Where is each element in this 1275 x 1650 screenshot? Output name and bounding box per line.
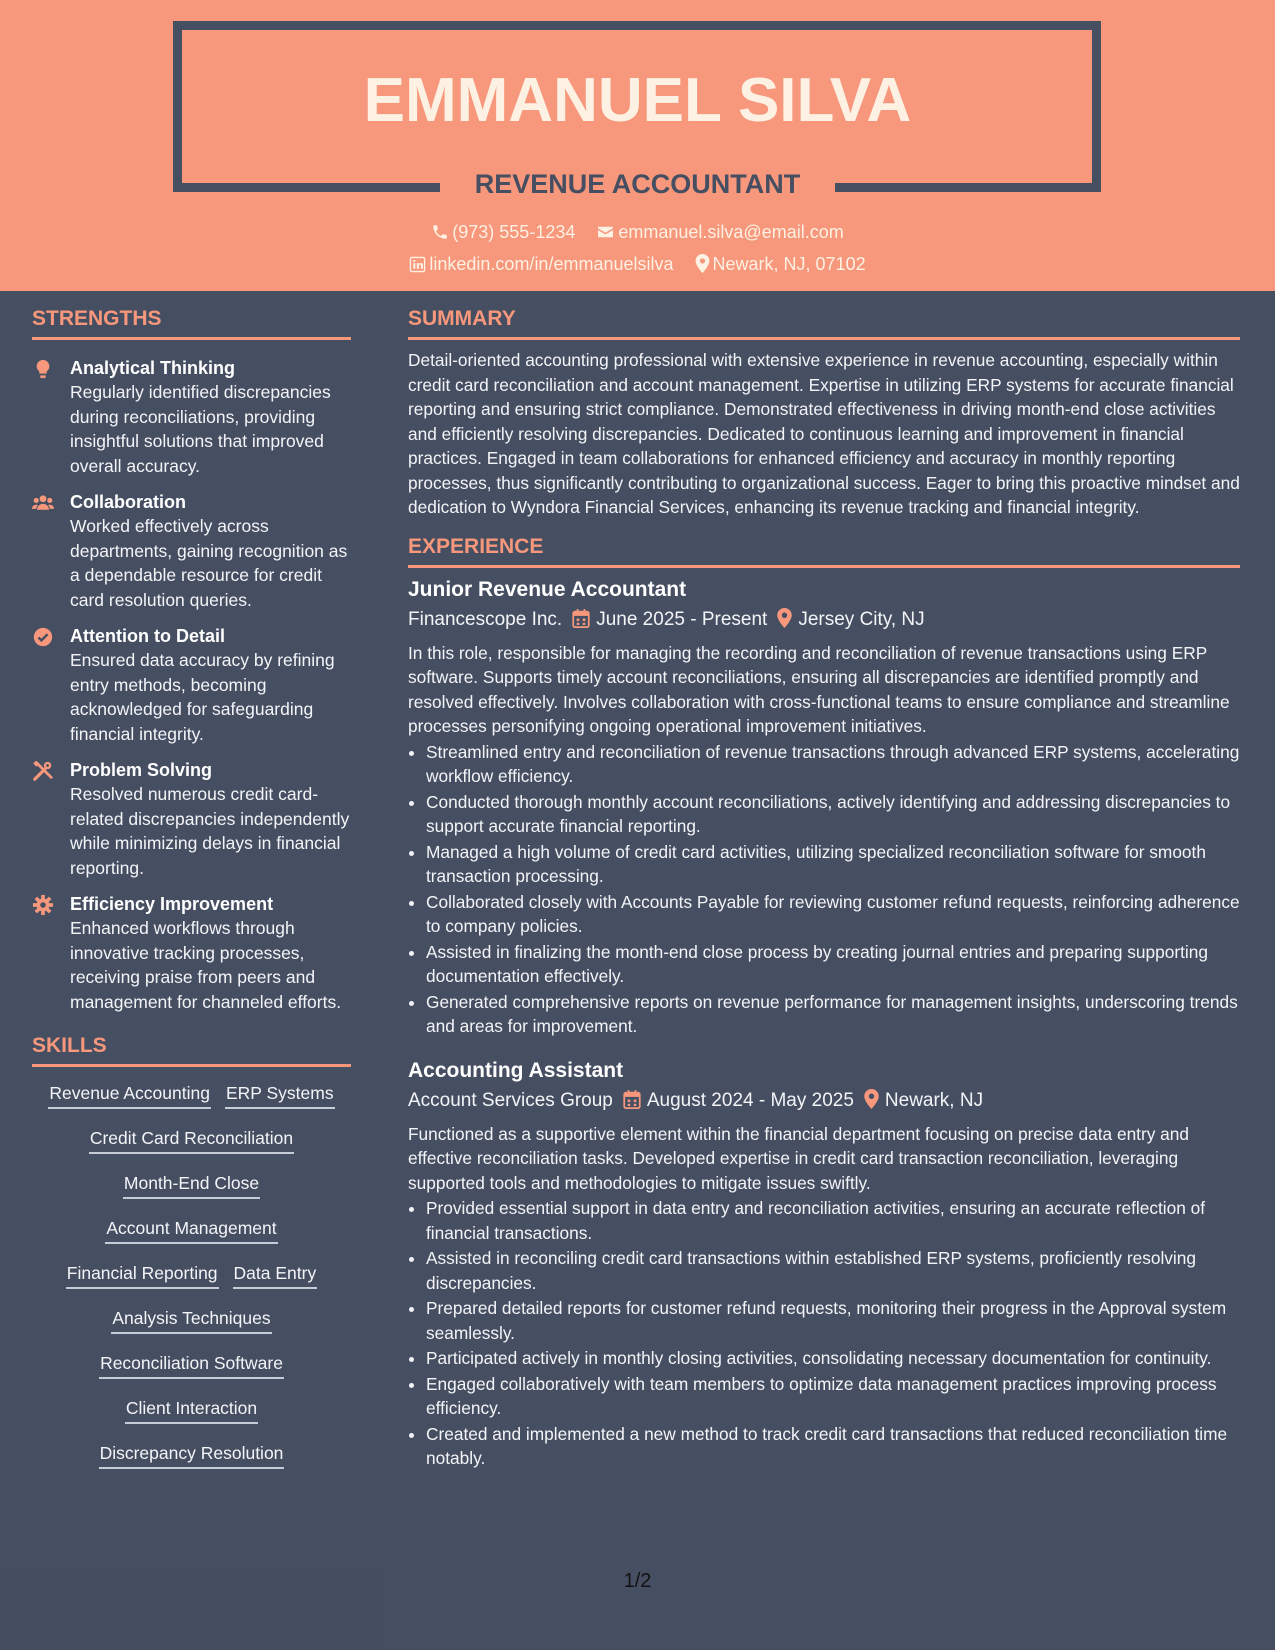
phone-icon	[431, 223, 449, 241]
skill-row	[32, 1126, 351, 1156]
contact-row-2	[0, 252, 1275, 276]
skills-list	[32, 1081, 351, 1471]
check-circle-icon	[32, 626, 54, 648]
job-entry	[408, 1057, 1240, 1471]
job-role: Junior Revenue Accountant	[408, 577, 687, 601]
strength-item	[32, 624, 351, 746]
contact-row-1	[0, 220, 1275, 244]
strengths-heading: STRENGTHS	[32, 305, 351, 340]
summary-text: Detail-oriented accounting professional with extensive experience in revenue accounting, especially within credit card reconciliation and account management. Expertise in utilizing ERP systems for accurate financial reporting and ensuring strict compliance. Demonstrated effectiveness in driving month-end close activities and efficiently resolving discrepancies. Dedicated to continuous learning and improvement in financial practices. Engaged in team collaborations for enhanced efficiency and accuracy in monthly reporting processes, thus significantly contributing to organizational success. Eager to bring this proactive mindset and dedication to Wyndora Financial Services, enhancing its revenue tracking and financial integrity.	[408, 350, 1240, 517]
summary-heading: SUMMARY	[408, 305, 1240, 340]
strength-title: Collaboration	[70, 492, 186, 512]
bullet-item: • Prepared detailed reports for customer refund requests, monitoring their progress in the Approval system seamlessly.	[426, 1296, 1240, 1345]
job-description: Functioned as a supportive element within the financial department focusing on precise data entry and effective reconciliation tasks. Developed expertise in credit card transaction reconciliation, leveraging supported tools and methodologies to mitigate issues swiftly.	[408, 1123, 1190, 1193]
job-location: Jersey City, NJ	[798, 608, 925, 630]
skill-row	[32, 1081, 351, 1111]
gear-icon	[32, 894, 54, 916]
skill-row	[32, 1216, 351, 1246]
skill-tag: Data Entry	[233, 1261, 318, 1289]
map-pin-icon	[864, 1089, 879, 1109]
map-pin-icon	[777, 608, 792, 628]
job-description: In this role, responsible for managing the recording and reconciliation of revenue transactions using ERP software. Supports timely account reconciliations, ensuring all discrepancies are identified promptly and resolved effectively. Involves collaboration with cross-functional teams to ensure compliance and streamline processes personifying ongoing operational improvement initiatives.	[408, 642, 1230, 736]
job-meta	[408, 606, 1240, 634]
strength-item	[32, 356, 351, 478]
linkedin-contact[interactable]	[409, 252, 673, 276]
bullet-item: • Created and implemented a new method to track credit card transactions that reduced reconciliation time notably.	[426, 1422, 1240, 1471]
experience-heading: EXPERIENCE	[408, 533, 1240, 568]
tools-icon	[32, 760, 54, 782]
strength-item	[32, 892, 351, 1014]
skill-tag: Month-End Close	[123, 1171, 260, 1199]
envelope-icon	[596, 223, 615, 241]
bullet-item: • Conducted thorough monthly account reconciliations, actively identifying and addressing discrepancies to support accurate financial reporting.	[426, 790, 1240, 839]
lightbulb-icon	[32, 358, 54, 380]
skill-tag: Discrepancy Resolution	[99, 1441, 285, 1469]
resume-header	[0, 0, 1275, 291]
bullet-item: • Engaged collaboratively with team members to optimize data management practices improving process efficiency.	[426, 1372, 1240, 1421]
calendar-icon	[623, 1090, 641, 1109]
calendar-icon	[572, 609, 590, 628]
strength-title: Analytical Thinking	[70, 358, 236, 378]
phone-text: (973) 555-1234	[452, 222, 576, 242]
strengths-list	[32, 356, 351, 1014]
job-bullets	[408, 740, 1240, 1039]
job-dates: August 2024 - May 2025	[646, 1089, 854, 1111]
bullet-item: • Streamlined entry and reconciliation of revenue transactions through advanced ERP systems, accelerating workflow efficiency.	[426, 740, 1240, 789]
skill-row	[32, 1306, 351, 1336]
skill-tag: Account Management	[105, 1216, 277, 1244]
bullet-item: • Provided essential support in data entry and reconciliation activities, ensuring an accurate reflection of financial transactions.	[426, 1196, 1240, 1245]
map-pin-icon	[695, 254, 710, 273]
strength-desc: Enhanced workflows through innovative tracking processes, receiving praise from peers and management for channeled efforts.	[70, 918, 342, 1012]
skill-tag: Financial Reporting	[66, 1261, 219, 1289]
email-text: emmanuel.silva@email.com	[618, 222, 844, 242]
bullet-item: • Participated actively in monthly closing activities, consolidating necessary documentation for continuity.	[426, 1346, 1240, 1371]
strength-desc: Resolved numerous credit card-related discrepancies independently while minimizing delays in financial reporting.	[70, 784, 350, 878]
strength-title: Problem Solving	[70, 760, 213, 780]
strength-desc: Worked effectively across departments, gaining recognition as a dependable resource for credit card resolution queries.	[70, 516, 348, 610]
job-bullets	[408, 1196, 1240, 1471]
skill-tag: Revenue Accounting	[48, 1081, 211, 1109]
linkedin-text: linkedin.com/in/emmanuelsilva	[429, 254, 674, 274]
skill-row	[32, 1396, 351, 1426]
strength-title: Efficiency Improvement	[70, 894, 274, 914]
right-column	[408, 291, 1240, 1472]
skill-tag: Reconciliation Software	[99, 1351, 284, 1379]
linkedin-icon	[409, 256, 426, 273]
skill-row	[32, 1441, 351, 1471]
strength-desc: Ensured data accuracy by refining entry methods, becoming acknowledged for safeguarding financial integrity.	[70, 650, 335, 744]
users-icon	[32, 492, 54, 514]
skills-heading: SKILLS	[32, 1032, 351, 1067]
skill-tag: Credit Card Reconciliation	[89, 1126, 294, 1154]
skill-row	[32, 1351, 351, 1381]
skill-tag: ERP Systems	[225, 1081, 335, 1109]
job-company: Financescope Inc.	[408, 608, 563, 630]
job-title: REVENUE ACCOUNTANT	[440, 164, 835, 204]
email-contact[interactable]	[596, 220, 843, 244]
job-role: Accounting Assistant	[408, 1058, 624, 1082]
strength-title: Attention to Detail	[70, 626, 225, 646]
bullet-item: • Collaborated closely with Accounts Payable for reviewing customer refund requests, reinforcing adherence to company policies.	[426, 890, 1240, 939]
bullet-item: • Assisted in finalizing the month-end close process by creating journal entries and preparing supporting documentation effectively.	[426, 940, 1240, 989]
skill-row	[32, 1171, 351, 1201]
location-contact	[695, 252, 866, 276]
job-meta	[408, 1087, 1240, 1115]
strength-desc: Regularly identified discrepancies during reconciliations, providing insightful solutions that improved overall accuracy.	[70, 382, 331, 476]
job-entry	[408, 576, 1240, 1039]
phone-contact	[431, 220, 575, 244]
skill-tag: Analysis Techniques	[111, 1306, 271, 1334]
strength-item	[32, 758, 351, 880]
strength-item	[32, 490, 351, 612]
bullet-item: • Managed a high volume of credit card activities, utilizing specialized reconciliation software for smooth transaction processing.	[426, 840, 1240, 889]
bullet-item: • Generated comprehensive reports on revenue performance for management insights, underscoring trends and areas for improvement.	[426, 990, 1240, 1039]
candidate-name: EMMANUEL SILVA	[363, 66, 912, 135]
skill-row	[32, 1261, 351, 1291]
page-number: 1/2	[623, 1570, 652, 1592]
left-column	[32, 291, 351, 1486]
bullet-item: • Assisted in reconciling credit card transactions within established ERP systems, proficiently resolving discrepancies.	[426, 1246, 1240, 1295]
location-text: Newark, NJ, 07102	[712, 254, 866, 274]
skill-tag: Client Interaction	[125, 1396, 258, 1424]
job-location: Newark, NJ	[884, 1089, 984, 1111]
job-company: Account Services Group	[408, 1089, 613, 1111]
job-dates: June 2025 - Present	[596, 608, 768, 630]
